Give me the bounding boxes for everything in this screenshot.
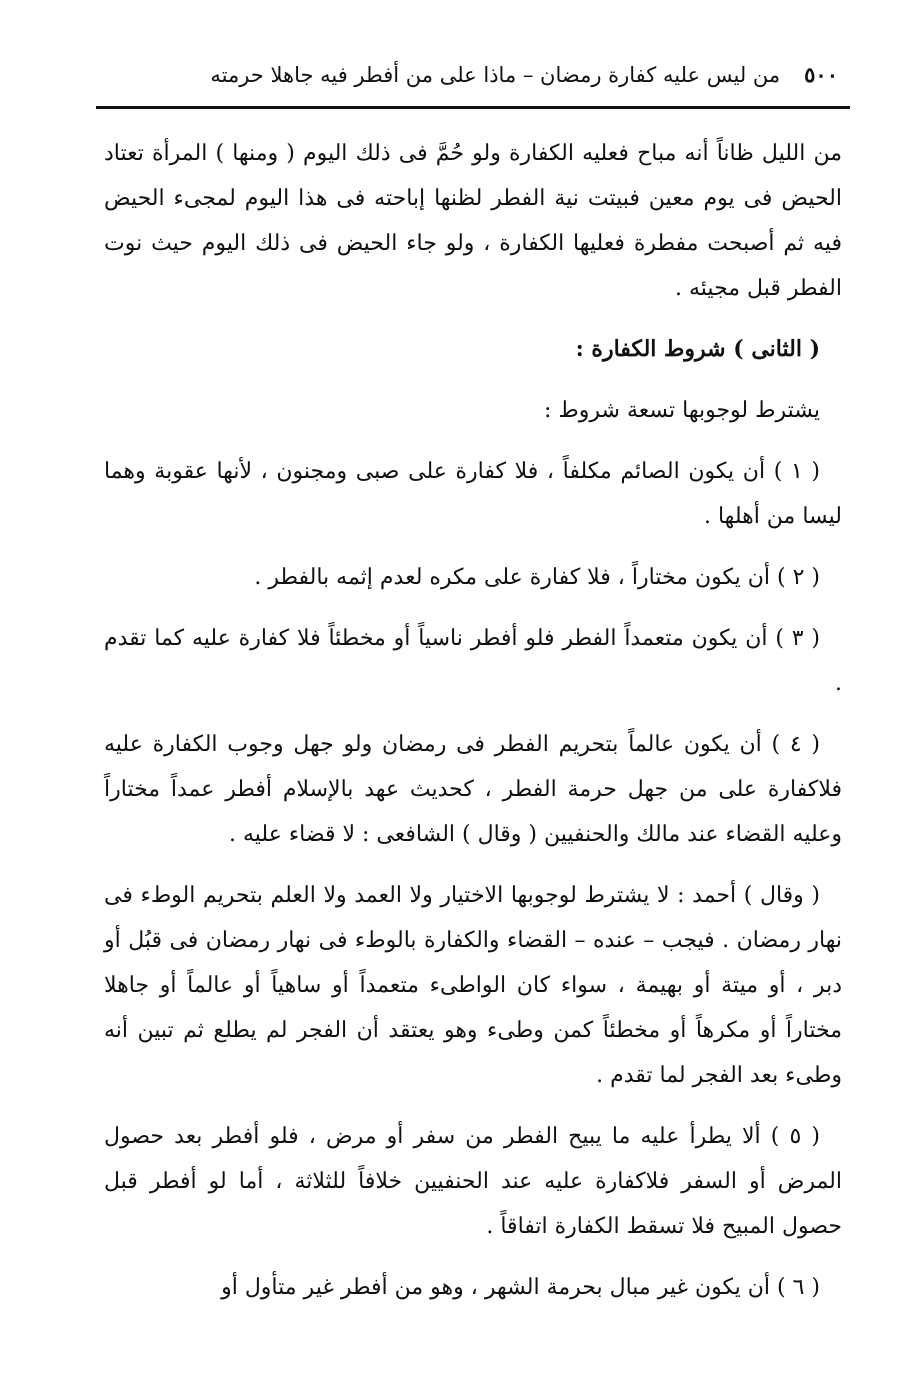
ahmad-opinion: ( وقال ) أحمد : لا يشترط لوجوبها الاختيار ولا العمد ولا العلم بتحريم الوطء فى نهار رمضان . فيجب – عنده – القضاء والكفارة بالوطء فى نهار رمضان فى قبُل أو دبر ، أو ميتة أو بهيمة ، سواء كان الواطىء متعمداً أو ساهياً أو عالماً أو جاهلا مختاراً أو مكرهاً أو مخطئاً كمن وطىء وهو يعتقد أن الفجر لم يطلع ثم تبين أنه وطىء بعد الفجر لما تقدم . <box>104 883 842 1088</box>
section-heading: ( الثانى ) شروط الكفارة : <box>575 336 820 362</box>
condition-5: ( ٥ ) ألا يطرأ عليه ما يبيح الفطر من سفر أو مرض ، فلو أفطر بعد حصول المرض أو السفر فلاكفارة عليه عند الحنفيين خلافاً للثلاثة ، أما لو أفطر قبل حصول المبيح فلا تسقط الكفارة اتفاقاً . <box>104 1124 842 1239</box>
page-number: ٥٠٠ <box>804 62 838 87</box>
paragraph-intro: يشترط لوجوبها تسعة شروط : <box>544 398 820 423</box>
running-header <box>104 60 842 100</box>
condition-4: ( ٤ ) أن يكون عالماً بتحريم الفطر فى رمضان ولو جهل وجوب الكفارة عليه فلاكفارة على من جهل حرمة الفطر ، كحديث عهد بالإسلام أفطر عمداً مختاراً وعليه القضاء عند مالك والحنفيين ( وقال ) الشافعى : لا قضاء عليه . <box>104 732 842 847</box>
condition-3: ( ٣ ) أن يكون متعمداً الفطر فلو أفطر ناسياً أو مخطئاً فلا كفارة عليه كما تقدم . <box>104 626 842 696</box>
condition-6: ( ٦ ) أن يكون غير مبال بحرمة الشهر ، وهو من أفطر غير متأول أو <box>221 1275 820 1300</box>
condition-2: ( ٢ ) أن يكون مختاراً ، فلا كفارة على مكره لعدم إثمه بالفطر . <box>254 565 820 590</box>
paragraph-continuation: من الليل ظاناً أنه مباح فعليه الكفارة ولو حُمَّ فى ذلك اليوم ( ومنها ) المرأة تعتاد الحيض فى يوم معين فبيتت نية الفطر لظنها إباحته فى هذا اليوم لمجىء الحيض فيه ثم أصبحت مفطرة فعليها الكفارة ، ولو جاء الحيض فى ذلك اليوم حيث نوت الفطر قبل مجيئه . <box>104 141 842 301</box>
condition-1: ( ١ ) أن يكون الصائم مكلفاً ، فلا كفارة على صبى ومجنون ، لأنها عقوبة وهما ليسا من أهلها . <box>104 459 842 529</box>
running-title: من ليس عليه كفارة رمضان – ماذا على من أفطر فيه جاهلا حرمته <box>210 63 781 87</box>
page-body <box>104 131 842 1310</box>
header-rule <box>96 106 850 109</box>
